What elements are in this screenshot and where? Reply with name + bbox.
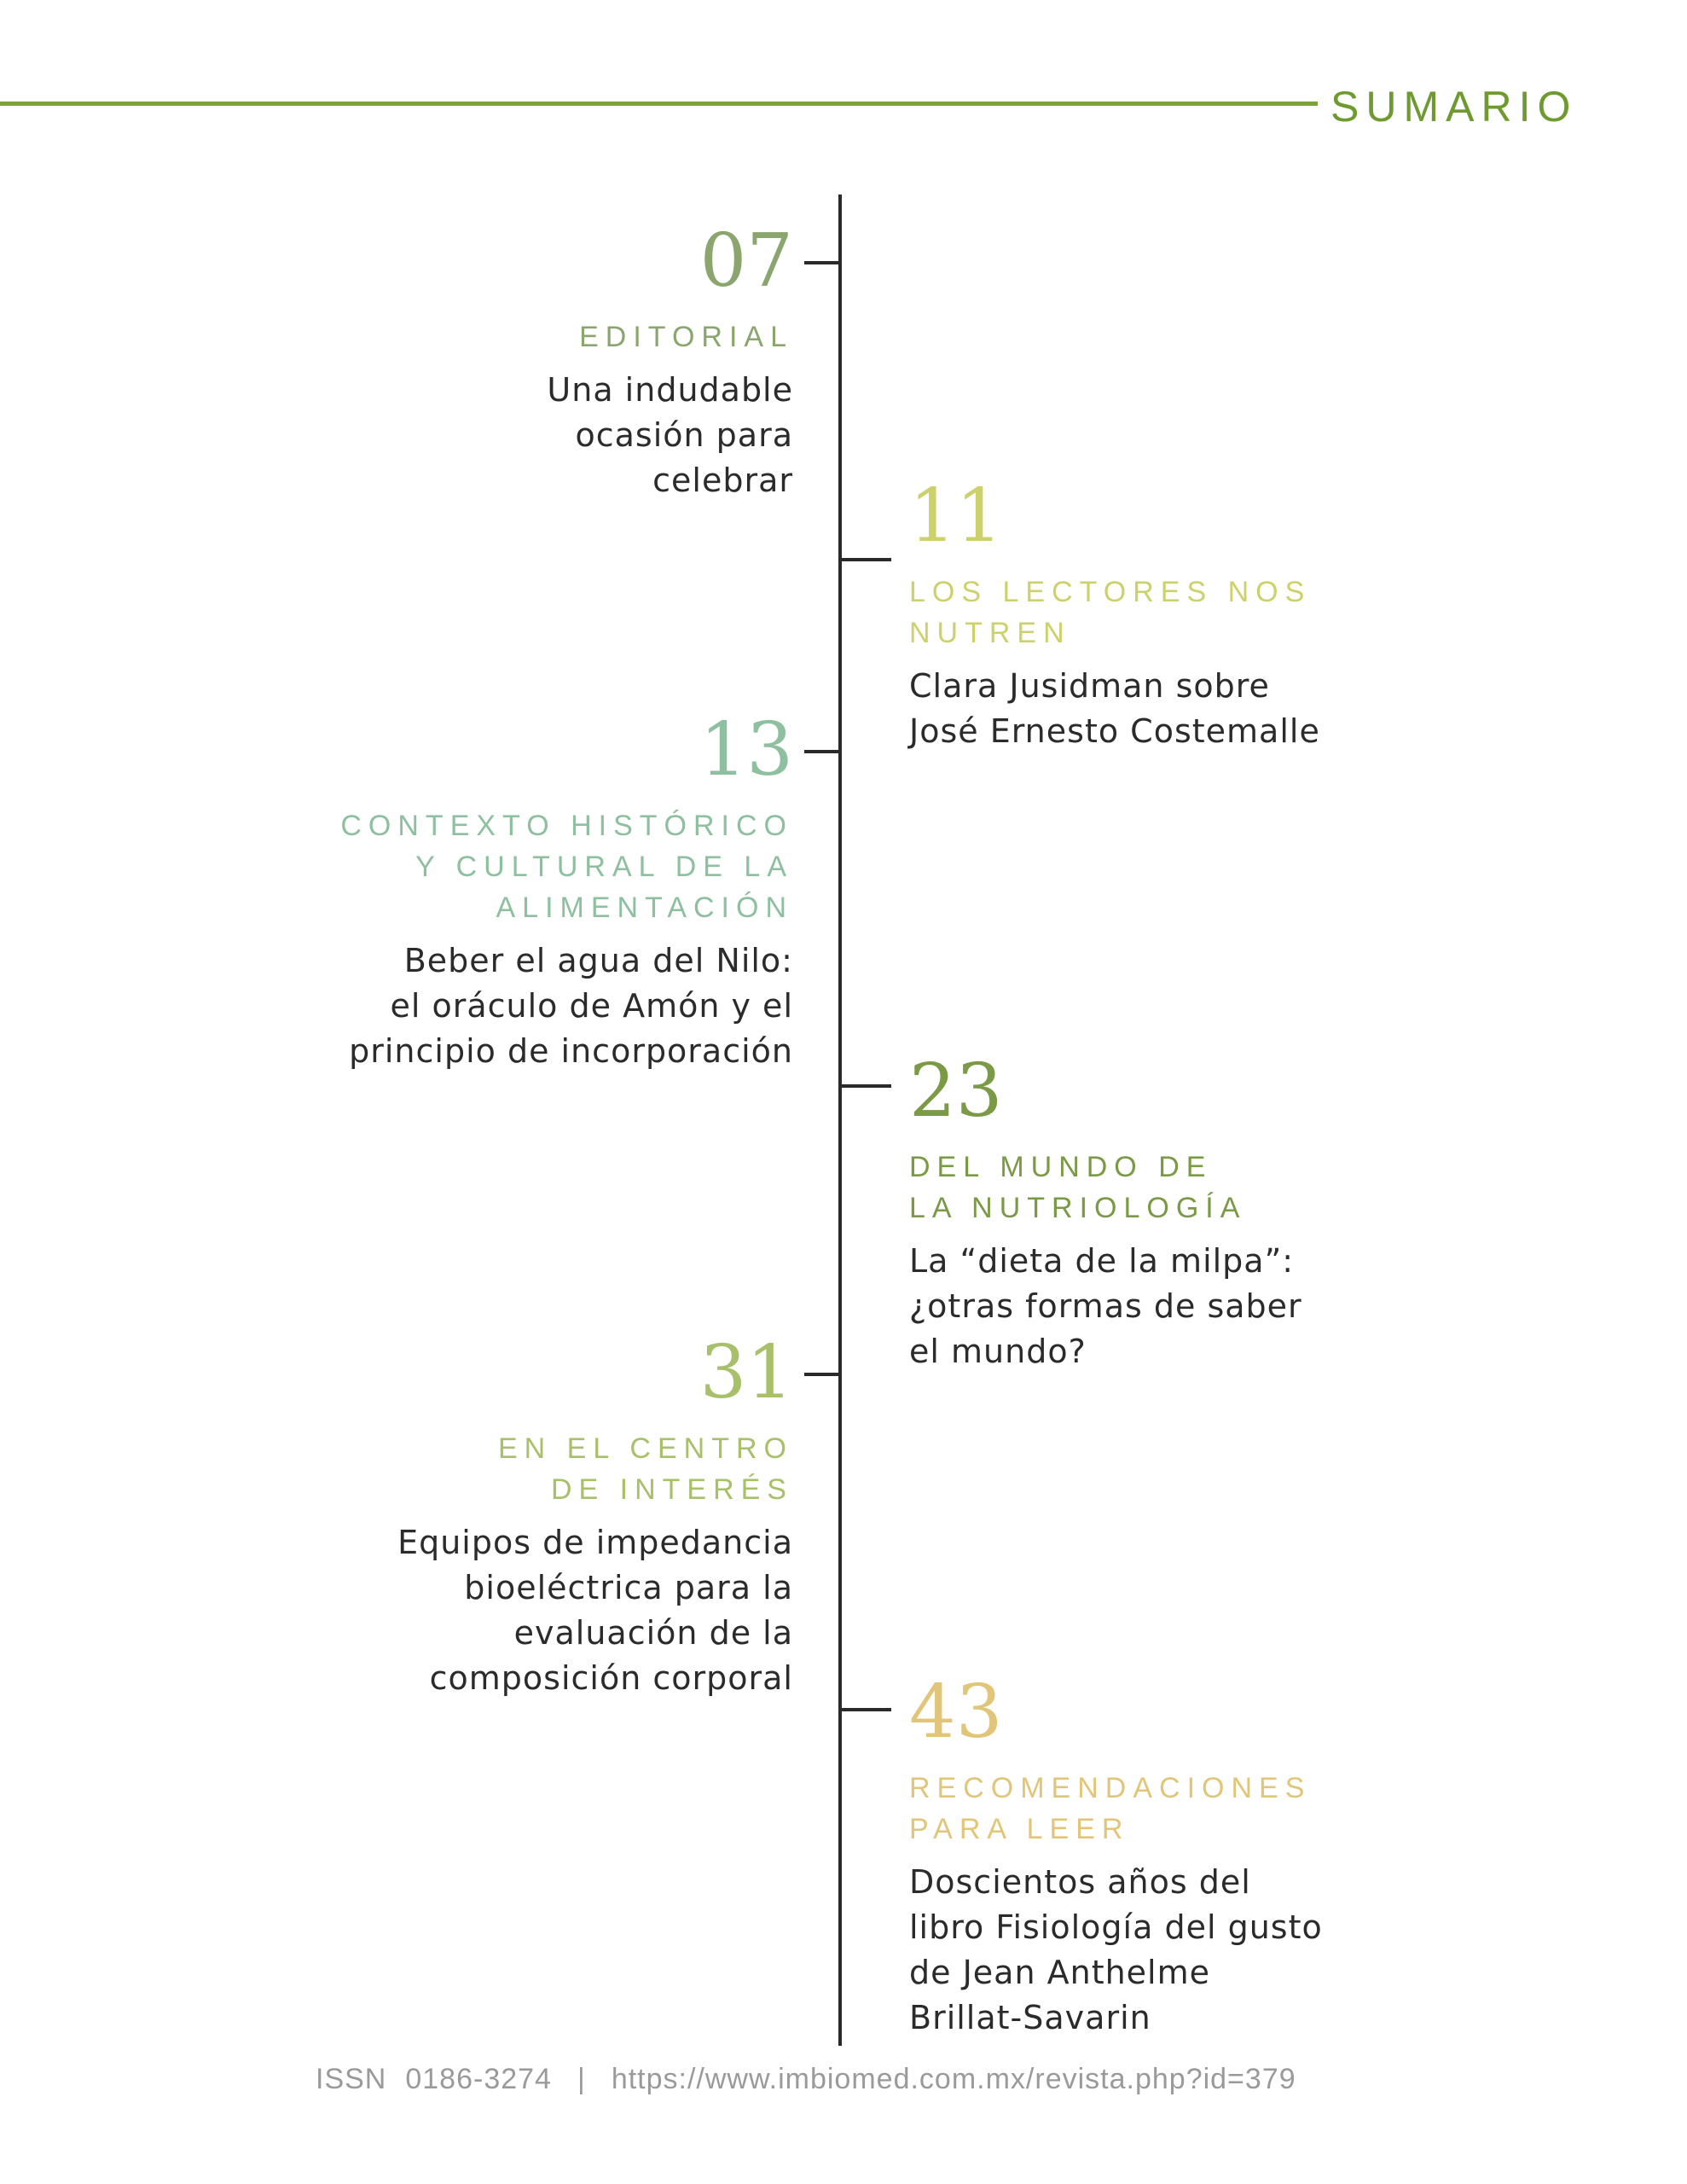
page-number: 07 (699, 218, 793, 304)
toc-entry[interactable] (909, 473, 1455, 754)
article-title: Clara Jusidman sobre José Ernesto Costemalle (909, 667, 1320, 750)
section-label: LOS LECTORES NOS NUTREN (909, 576, 1312, 649)
timeline-tick-31 (804, 1373, 842, 1376)
page-number: 23 (909, 1048, 1003, 1134)
timeline-tick-13 (804, 750, 842, 753)
toc-entry[interactable] (247, 707, 793, 1074)
article-title: Una indudable ocasión para celebrar (547, 371, 793, 499)
timeline-tick-23 (842, 1084, 891, 1088)
section-label: DEL MUNDO DE LA NUTRIOLOGÍA (909, 1151, 1247, 1224)
section-label: CONTEXTO HISTÓRICO Y CULTURAL DE LA ALIMENTACIÓN (340, 810, 793, 924)
toc-entry[interactable] (909, 1048, 1455, 1374)
timeline-tick-43 (842, 1708, 891, 1711)
page-number: 31 (699, 1330, 793, 1415)
page-title: SUMARIO (1330, 83, 1578, 131)
timeline-spine (838, 195, 842, 2046)
toc-entry[interactable] (247, 1330, 793, 1701)
header-rule (0, 102, 1318, 106)
journal-url[interactable]: https://www.imbiomed.com.mx/revista.php?id=379 (611, 2063, 1296, 2095)
section-label: RECOMENDACIONES PARA LEER (909, 1772, 1312, 1845)
page-number: 13 (699, 707, 793, 793)
article-title: Beber el agua del Nilo: el oráculo de Amón y el principio de incorporación (349, 942, 793, 1070)
footer-separator: | (577, 2063, 586, 2095)
toc-entry[interactable] (909, 1670, 1455, 2041)
article-title: Doscientos años del libro Fisiología del gusto de Jean Anthelme Brillat-Savarin (909, 1863, 1323, 2036)
page-number: 43 (909, 1670, 1003, 1755)
page-number: 11 (909, 473, 1003, 559)
article-title: La “dieta de la milpa”: ¿otras formas de saber el mundo? (909, 1242, 1302, 1370)
timeline-tick-11 (842, 558, 891, 561)
issn-number: 0186-3274 (405, 2063, 552, 2095)
article-title: Equipos de impedancia bioeléctrica para la evaluación de la composición corporal (397, 1524, 793, 1697)
issn-label: ISSN (316, 2063, 387, 2095)
section-label: EN EL CENTRO DE INTERÉS (497, 1432, 793, 1506)
section-label: EDITORIAL (579, 321, 793, 353)
footer (316, 2063, 1296, 2096)
toc-entry[interactable] (247, 218, 793, 503)
timeline-tick-07 (804, 261, 842, 264)
